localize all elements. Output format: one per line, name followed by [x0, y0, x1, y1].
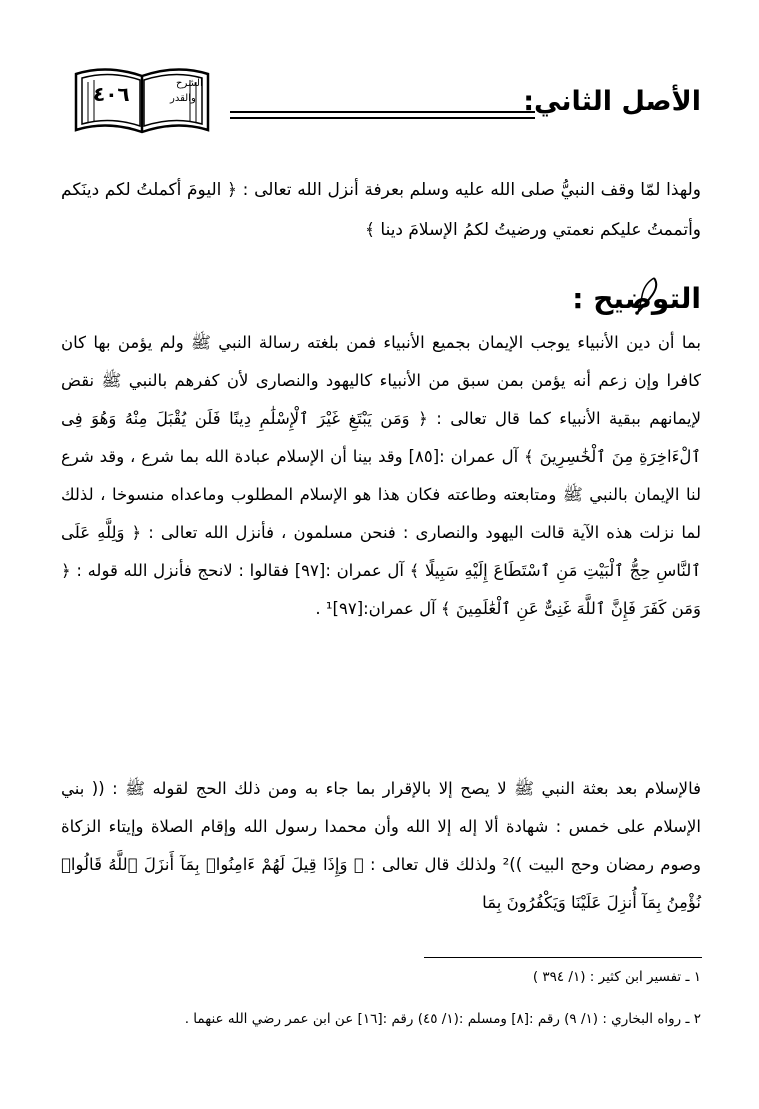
chapter-title: الأصل الثاني:: [523, 86, 701, 117]
header-rule-bottom: [230, 117, 535, 119]
badge-label-qadar: والقدر: [170, 93, 196, 104]
section-heading: التوضيح :: [572, 282, 701, 315]
footnote-1: ١ ـ تفسير ابن كثير : (١/ ٣٩٤ ): [532, 969, 701, 985]
intro-paragraph: ولهذا لمّا وقف النبيُّ صلى الله عليه وسلم بعرفة أنزل الله تعالى : ﴿ اليومَ أكملتُ لكم دينَكم وأتممتُ عليكم نعمتي ورضيتُ لكمُ الإسلامَ دينا ﴾: [61, 180, 701, 240]
badge-label-sharh: الشرح: [176, 78, 203, 89]
body-paragraph-1: بما أن دين الأنبياء يوجب الإيمان بجميع الأنبياء فمن بلغته رسالة النبي ﷺ ولم يؤمن بها كان كافرا وإن زعم أنه يؤمن بمن سبق من الأنبياء كاليهود والنصارى لأن كفرهم بالنبي ﷺ نقض لإيمانهم ببقية الأنبياء كما قال تعالى : ﴿ وَمَن يَبْتَغِ غَيْرَ ٱلْإِسْلَٰمِ دِينًا فَلَن يُقْبَلَ مِنْهُ وَهُوَ فِى ٱلْءَاخِرَةِ مِنَ ٱلْخَٰسِرِينَ ﴾ آل عمران :[٨٥] وقد بينا أن الإسلام عبادة الله بما شرع ، وقد شرع لنا الإيمان بالنبي ﷺ ومتابعته وطاعته فكان هذا هو الإسلام المطلوب وماعداه منسوخا ، لذلك لما نزلت هذه الآية قالت اليهود والنصارى : فنحن مسلمون ، فأنزل الله تعالى : ﴿ وَلِلَّهِ عَلَى ٱلنَّاسِ حِجُّ ٱلْبَيْتِ مَنِ ٱسْتَطَاعَ إِلَيْهِ سَبِيلًا ﴾ آل عمران :[٩٧] فقالوا : لانحج فأنزل الله قوله : ﴿ وَمَن كَفَرَ فَإِنَّ ٱللَّهَ غَنِىٌّ عَنِ ٱلْعَٰلَمِينَ ﴾ آل عمران:[٩٧]¹ .: [61, 333, 701, 618]
page-number: ٤٠٦: [93, 82, 130, 106]
footnote-2: ٢ ـ رواه البخاري : (١/ ٩) رقم :[٨] ومسلم :(١/ ٤٥) رقم :[١٦] عن ابن عمر رضي الله عنهما .: [184, 1011, 701, 1027]
footnote-divider: [424, 957, 702, 958]
body-paragraph-2: فالإسلام بعد بعثة النبي ﷺ لا يصح إلا بالإقرار بما جاء به ومن ذلك الحج لقوله ﷺ : (( بني الإسلام على خمس : شهادة ألا إله إلا الله وأن محمدا رسول الله وإقام الصلاة وإيتاء الزكاة وصوم رمضان وحج البيت ))² ولذلك قال تعالى : ﴿ وَإِذَا قِيلَ لَهُمْ ءَامِنُوا۟ بِمَآ أَنزَلَ ٱللَّهُ قَالُوا۟ نُؤْمِنُ بِمَآ أُنزِلَ عَلَيْنَا وَيَكْفُرُونَ بِمَا: [61, 779, 702, 912]
header-rule-top: [230, 111, 535, 113]
